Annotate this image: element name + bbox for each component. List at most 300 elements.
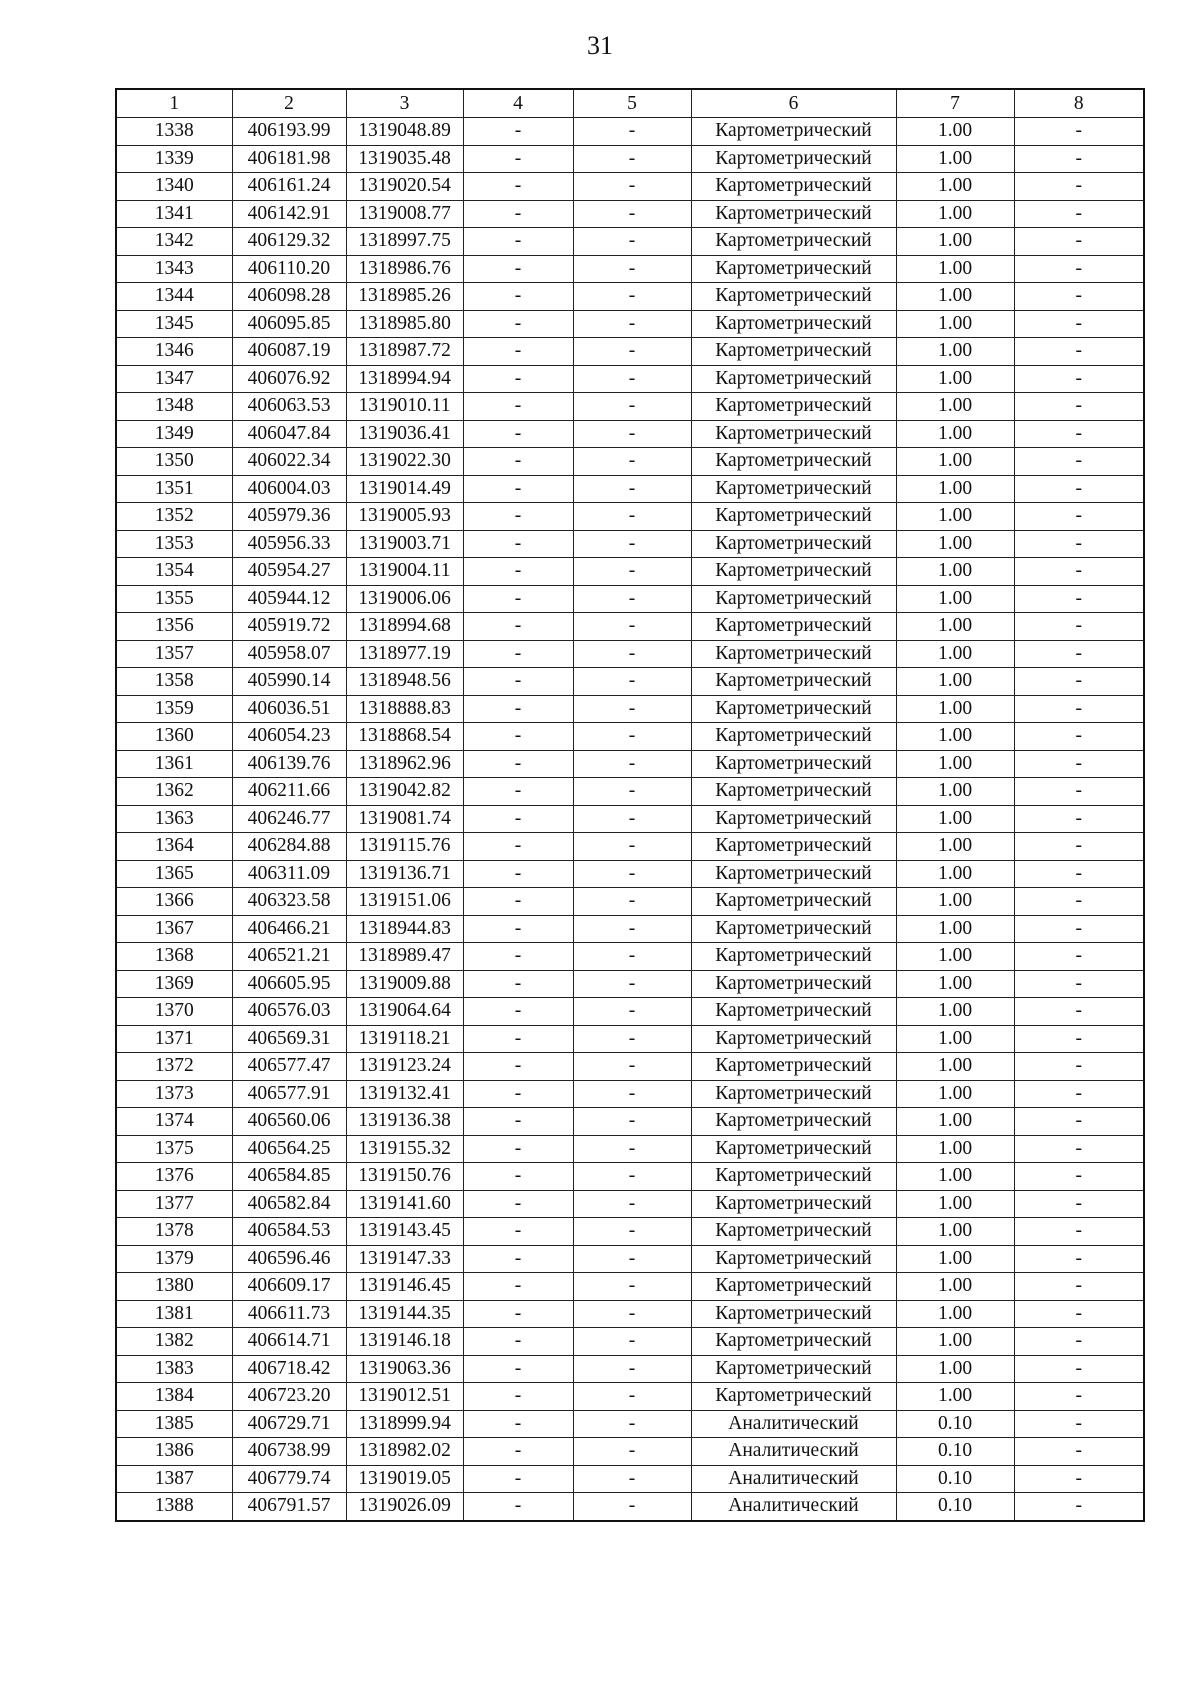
cell-point-number: 1385	[116, 1410, 232, 1438]
table-row	[116, 173, 1144, 201]
cell-col-4: -	[463, 1080, 573, 1108]
cell-method: Картометрический	[691, 1328, 896, 1356]
cell-method: Картометрический	[691, 503, 896, 531]
cell-col-5: -	[573, 503, 691, 531]
table-row	[116, 1493, 1144, 1521]
cell-col-5: -	[573, 118, 691, 146]
cell-point-number: 1379	[116, 1245, 232, 1273]
cell-method: Картометрический	[691, 255, 896, 283]
cell-method: Картометрический	[691, 475, 896, 503]
cell-col-5: -	[573, 1383, 691, 1411]
cell-col-4: -	[463, 1300, 573, 1328]
cell-x-coordinate: 406181.98	[232, 145, 346, 173]
cell-point-number: 1339	[116, 145, 232, 173]
cell-col-8: -	[1014, 1355, 1144, 1383]
cell-col-4: -	[463, 448, 573, 476]
cell-point-number: 1369	[116, 970, 232, 998]
cell-col-8: -	[1014, 475, 1144, 503]
cell-col-5: -	[573, 1135, 691, 1163]
cell-col-8: -	[1014, 860, 1144, 888]
table-row	[116, 613, 1144, 641]
cell-col-8: -	[1014, 1493, 1144, 1521]
cell-col-4: -	[463, 1465, 573, 1493]
cell-method: Картометрический	[691, 1218, 896, 1246]
cell-col-4: -	[463, 558, 573, 586]
cell-col-8: -	[1014, 118, 1144, 146]
cell-x-coordinate: 406054.23	[232, 723, 346, 751]
table-row	[116, 228, 1144, 256]
cell-col-4: -	[463, 1218, 573, 1246]
cell-method: Картометрический	[691, 1190, 896, 1218]
cell-x-coordinate: 406584.85	[232, 1163, 346, 1191]
cell-x-coordinate: 406605.95	[232, 970, 346, 998]
cell-x-coordinate: 406560.06	[232, 1108, 346, 1136]
cell-method: Аналитический	[691, 1438, 896, 1466]
cell-accuracy: 1.00	[896, 1053, 1014, 1081]
cell-x-coordinate: 406718.42	[232, 1355, 346, 1383]
table-row	[116, 118, 1144, 146]
cell-point-number: 1362	[116, 778, 232, 806]
cell-point-number: 1365	[116, 860, 232, 888]
cell-y-coordinate: 1319081.74	[346, 805, 463, 833]
cell-method: Картометрический	[691, 1163, 896, 1191]
cell-accuracy: 1.00	[896, 420, 1014, 448]
cell-point-number: 1340	[116, 173, 232, 201]
table-header-row	[116, 89, 1144, 118]
cell-point-number: 1377	[116, 1190, 232, 1218]
cell-col-8: -	[1014, 805, 1144, 833]
cell-col-8: -	[1014, 1108, 1144, 1136]
cell-col-8: -	[1014, 200, 1144, 228]
cell-col-4: -	[463, 668, 573, 696]
cell-x-coordinate: 406576.03	[232, 998, 346, 1026]
cell-point-number: 1364	[116, 833, 232, 861]
cell-y-coordinate: 1319143.45	[346, 1218, 463, 1246]
cell-col-8: -	[1014, 668, 1144, 696]
cell-method: Картометрический	[691, 1245, 896, 1273]
cell-y-coordinate: 1319150.76	[346, 1163, 463, 1191]
cell-y-coordinate: 1319132.41	[346, 1080, 463, 1108]
cell-y-coordinate: 1318948.56	[346, 668, 463, 696]
cell-x-coordinate: 405944.12	[232, 585, 346, 613]
table-row	[116, 200, 1144, 228]
cell-x-coordinate: 405990.14	[232, 668, 346, 696]
cell-x-coordinate: 406110.20	[232, 255, 346, 283]
cell-col-8: -	[1014, 1245, 1144, 1273]
cell-col-5: -	[573, 613, 691, 641]
cell-col-4: -	[463, 805, 573, 833]
cell-col-4: -	[463, 778, 573, 806]
cell-point-number: 1359	[116, 695, 232, 723]
cell-point-number: 1376	[116, 1163, 232, 1191]
cell-method: Картометрический	[691, 365, 896, 393]
table-row	[116, 1383, 1144, 1411]
cell-x-coordinate: 406791.57	[232, 1493, 346, 1521]
cell-col-4: -	[463, 173, 573, 201]
table-row	[116, 585, 1144, 613]
cell-point-number: 1384	[116, 1383, 232, 1411]
cell-accuracy: 1.00	[896, 1328, 1014, 1356]
cell-col-4: -	[463, 585, 573, 613]
cell-col-4: -	[463, 1163, 573, 1191]
cell-y-coordinate: 1318977.19	[346, 640, 463, 668]
cell-method: Картометрический	[691, 1108, 896, 1136]
cell-col-4: -	[463, 1053, 573, 1081]
cell-col-8: -	[1014, 365, 1144, 393]
column-header-3: 3	[346, 89, 463, 118]
table-row	[116, 503, 1144, 531]
cell-accuracy: 1.00	[896, 613, 1014, 641]
cell-y-coordinate: 1318982.02	[346, 1438, 463, 1466]
cell-x-coordinate: 406246.77	[232, 805, 346, 833]
cell-method: Картометрический	[691, 1383, 896, 1411]
cell-col-8: -	[1014, 338, 1144, 366]
cell-accuracy: 1.00	[896, 365, 1014, 393]
table-row	[116, 1245, 1144, 1273]
cell-col-8: -	[1014, 970, 1144, 998]
cell-x-coordinate: 406284.88	[232, 833, 346, 861]
cell-col-5: -	[573, 1493, 691, 1521]
cell-point-number: 1353	[116, 530, 232, 558]
cell-col-8: -	[1014, 1328, 1144, 1356]
cell-col-8: -	[1014, 420, 1144, 448]
cell-col-4: -	[463, 970, 573, 998]
table-row	[116, 283, 1144, 311]
cell-col-5: -	[573, 640, 691, 668]
cell-method: Картометрический	[691, 1300, 896, 1328]
cell-col-5: -	[573, 1025, 691, 1053]
cell-col-8: -	[1014, 833, 1144, 861]
cell-accuracy: 1.00	[896, 915, 1014, 943]
cell-x-coordinate: 406211.66	[232, 778, 346, 806]
cell-col-8: -	[1014, 613, 1144, 641]
cell-y-coordinate: 1319136.71	[346, 860, 463, 888]
cell-method: Картометрический	[691, 118, 896, 146]
cell-point-number: 1344	[116, 283, 232, 311]
cell-y-coordinate: 1318987.72	[346, 338, 463, 366]
table-row	[116, 1108, 1144, 1136]
cell-method: Картометрический	[691, 585, 896, 613]
table-row	[116, 1410, 1144, 1438]
table-row	[116, 970, 1144, 998]
cell-accuracy: 1.00	[896, 255, 1014, 283]
cell-point-number: 1382	[116, 1328, 232, 1356]
column-header-5: 5	[573, 89, 691, 118]
table-row	[116, 860, 1144, 888]
cell-col-5: -	[573, 915, 691, 943]
cell-accuracy: 1.00	[896, 200, 1014, 228]
cell-col-5: -	[573, 365, 691, 393]
table-row	[116, 1053, 1144, 1081]
cell-col-8: -	[1014, 943, 1144, 971]
table-row	[116, 530, 1144, 558]
table-row	[116, 420, 1144, 448]
cell-col-4: -	[463, 1245, 573, 1273]
cell-col-5: -	[573, 860, 691, 888]
table-row	[116, 1300, 1144, 1328]
cell-accuracy: 1.00	[896, 1163, 1014, 1191]
table-row	[116, 1080, 1144, 1108]
cell-y-coordinate: 1319064.64	[346, 998, 463, 1026]
cell-col-5: -	[573, 1163, 691, 1191]
cell-col-8: -	[1014, 503, 1144, 531]
table-row	[116, 448, 1144, 476]
cell-y-coordinate: 1319004.11	[346, 558, 463, 586]
cell-accuracy: 1.00	[896, 145, 1014, 173]
cell-y-coordinate: 1319155.32	[346, 1135, 463, 1163]
cell-col-4: -	[463, 420, 573, 448]
cell-x-coordinate: 406609.17	[232, 1273, 346, 1301]
cell-col-5: -	[573, 1273, 691, 1301]
cell-accuracy: 1.00	[896, 668, 1014, 696]
cell-y-coordinate: 1319036.41	[346, 420, 463, 448]
cell-accuracy: 1.00	[896, 1383, 1014, 1411]
cell-accuracy: 1.00	[896, 558, 1014, 586]
cell-method: Картометрический	[691, 1273, 896, 1301]
cell-method: Картометрический	[691, 833, 896, 861]
cell-x-coordinate: 406129.32	[232, 228, 346, 256]
cell-col-5: -	[573, 833, 691, 861]
cell-col-8: -	[1014, 1438, 1144, 1466]
cell-point-number: 1345	[116, 310, 232, 338]
cell-col-5: -	[573, 1108, 691, 1136]
cell-x-coordinate: 406611.73	[232, 1300, 346, 1328]
cell-x-coordinate: 405919.72	[232, 613, 346, 641]
cell-x-coordinate: 406577.91	[232, 1080, 346, 1108]
cell-x-coordinate: 405979.36	[232, 503, 346, 531]
cell-accuracy: 1.00	[896, 173, 1014, 201]
cell-col-8: -	[1014, 888, 1144, 916]
cell-x-coordinate: 406142.91	[232, 200, 346, 228]
cell-col-5: -	[573, 1355, 691, 1383]
cell-x-coordinate: 406087.19	[232, 338, 346, 366]
cell-col-5: -	[573, 1218, 691, 1246]
cell-col-8: -	[1014, 778, 1144, 806]
cell-accuracy: 1.00	[896, 585, 1014, 613]
cell-method: Картометрический	[691, 1025, 896, 1053]
cell-method: Картометрический	[691, 915, 896, 943]
cell-point-number: 1381	[116, 1300, 232, 1328]
cell-x-coordinate: 406779.74	[232, 1465, 346, 1493]
cell-col-5: -	[573, 420, 691, 448]
cell-col-8: -	[1014, 1465, 1144, 1493]
cell-col-5: -	[573, 283, 691, 311]
cell-col-5: -	[573, 1245, 691, 1273]
cell-col-4: -	[463, 943, 573, 971]
cell-col-5: -	[573, 310, 691, 338]
table-row	[116, 888, 1144, 916]
column-header-2: 2	[232, 89, 346, 118]
cell-point-number: 1367	[116, 915, 232, 943]
cell-col-5: -	[573, 1053, 691, 1081]
cell-col-5: -	[573, 255, 691, 283]
cell-col-5: -	[573, 393, 691, 421]
cell-accuracy: 1.00	[896, 1300, 1014, 1328]
cell-point-number: 1348	[116, 393, 232, 421]
cell-col-4: -	[463, 695, 573, 723]
cell-col-8: -	[1014, 1163, 1144, 1191]
cell-col-4: -	[463, 750, 573, 778]
cell-method: Картометрический	[691, 283, 896, 311]
cell-accuracy: 1.00	[896, 1080, 1014, 1108]
cell-accuracy: 1.00	[896, 530, 1014, 558]
cell-x-coordinate: 406063.53	[232, 393, 346, 421]
cell-x-coordinate: 406193.99	[232, 118, 346, 146]
cell-col-5: -	[573, 558, 691, 586]
cell-y-coordinate: 1319048.89	[346, 118, 463, 146]
cell-x-coordinate: 406577.47	[232, 1053, 346, 1081]
cell-col-4: -	[463, 145, 573, 173]
table-row	[116, 1328, 1144, 1356]
cell-col-8: -	[1014, 1135, 1144, 1163]
table-row	[116, 338, 1144, 366]
cell-accuracy: 1.00	[896, 778, 1014, 806]
cell-y-coordinate: 1319042.82	[346, 778, 463, 806]
cell-col-5: -	[573, 1300, 691, 1328]
cell-accuracy: 1.00	[896, 1245, 1014, 1273]
cell-col-5: -	[573, 970, 691, 998]
cell-x-coordinate: 406723.20	[232, 1383, 346, 1411]
table-row	[116, 805, 1144, 833]
cell-accuracy: 0.10	[896, 1438, 1014, 1466]
table-row	[116, 1218, 1144, 1246]
cell-point-number: 1355	[116, 585, 232, 613]
cell-point-number: 1371	[116, 1025, 232, 1053]
table-row	[116, 668, 1144, 696]
cell-col-4: -	[463, 365, 573, 393]
cell-col-4: -	[463, 393, 573, 421]
cell-col-4: -	[463, 1328, 573, 1356]
cell-y-coordinate: 1319008.77	[346, 200, 463, 228]
cell-point-number: 1341	[116, 200, 232, 228]
cell-y-coordinate: 1319118.21	[346, 1025, 463, 1053]
cell-col-8: -	[1014, 585, 1144, 613]
cell-point-number: 1378	[116, 1218, 232, 1246]
cell-col-5: -	[573, 1438, 691, 1466]
cell-x-coordinate: 405958.07	[232, 640, 346, 668]
cell-point-number: 1366	[116, 888, 232, 916]
cell-col-4: -	[463, 613, 573, 641]
cell-accuracy: 1.00	[896, 393, 1014, 421]
cell-col-4: -	[463, 503, 573, 531]
cell-point-number: 1351	[116, 475, 232, 503]
cell-col-8: -	[1014, 1273, 1144, 1301]
page-number: 31	[587, 31, 613, 60]
table-row	[116, 1355, 1144, 1383]
cell-col-4: -	[463, 1135, 573, 1163]
cell-y-coordinate: 1318985.26	[346, 283, 463, 311]
cell-col-8: -	[1014, 448, 1144, 476]
cell-point-number: 1358	[116, 668, 232, 696]
cell-accuracy: 0.10	[896, 1493, 1014, 1521]
cell-y-coordinate: 1319010.11	[346, 393, 463, 421]
cell-method: Картометрический	[691, 1053, 896, 1081]
cell-accuracy: 1.00	[896, 1108, 1014, 1136]
cell-accuracy: 1.00	[896, 118, 1014, 146]
cell-point-number: 1368	[116, 943, 232, 971]
cell-x-coordinate: 406582.84	[232, 1190, 346, 1218]
cell-point-number: 1354	[116, 558, 232, 586]
cell-col-4: -	[463, 915, 573, 943]
table-row	[116, 393, 1144, 421]
cell-col-4: -	[463, 228, 573, 256]
cell-col-5: -	[573, 805, 691, 833]
cell-y-coordinate: 1319144.35	[346, 1300, 463, 1328]
cell-x-coordinate: 406139.76	[232, 750, 346, 778]
table-row	[116, 1273, 1144, 1301]
cell-col-5: -	[573, 475, 691, 503]
cell-col-5: -	[573, 723, 691, 751]
cell-point-number: 1342	[116, 228, 232, 256]
table-row	[116, 750, 1144, 778]
cell-accuracy: 1.00	[896, 750, 1014, 778]
cell-point-number: 1356	[116, 613, 232, 641]
cell-col-4: -	[463, 530, 573, 558]
cell-x-coordinate: 406569.31	[232, 1025, 346, 1053]
cell-method: Картометрический	[691, 860, 896, 888]
cell-point-number: 1374	[116, 1108, 232, 1136]
table-row	[116, 1190, 1144, 1218]
cell-point-number: 1350	[116, 448, 232, 476]
cell-point-number: 1352	[116, 503, 232, 531]
cell-accuracy: 1.00	[896, 888, 1014, 916]
cell-col-4: -	[463, 200, 573, 228]
cell-method: Картометрический	[691, 970, 896, 998]
cell-y-coordinate: 1318962.96	[346, 750, 463, 778]
table-row	[116, 365, 1144, 393]
table-row	[116, 833, 1144, 861]
cell-y-coordinate: 1319136.38	[346, 1108, 463, 1136]
cell-y-coordinate: 1319115.76	[346, 833, 463, 861]
cell-method: Картометрический	[691, 530, 896, 558]
cell-point-number: 1343	[116, 255, 232, 283]
cell-col-8: -	[1014, 1080, 1144, 1108]
cell-col-5: -	[573, 695, 691, 723]
cell-point-number: 1347	[116, 365, 232, 393]
cell-col-8: -	[1014, 1218, 1144, 1246]
cell-col-5: -	[573, 1465, 691, 1493]
cell-col-8: -	[1014, 640, 1144, 668]
cell-accuracy: 1.00	[896, 805, 1014, 833]
cell-x-coordinate: 406729.71	[232, 1410, 346, 1438]
cell-y-coordinate: 1319063.36	[346, 1355, 463, 1383]
cell-accuracy: 1.00	[896, 283, 1014, 311]
cell-point-number: 1383	[116, 1355, 232, 1383]
cell-accuracy: 1.00	[896, 310, 1014, 338]
cell-method: Картометрический	[691, 420, 896, 448]
cell-x-coordinate: 406022.34	[232, 448, 346, 476]
coordinates-table	[115, 88, 1145, 1522]
cell-col-4: -	[463, 1190, 573, 1218]
table-row	[116, 1025, 1144, 1053]
cell-col-8: -	[1014, 723, 1144, 751]
cell-method: Аналитический	[691, 1493, 896, 1521]
table-row	[116, 1135, 1144, 1163]
cell-col-5: -	[573, 888, 691, 916]
cell-x-coordinate: 406161.24	[232, 173, 346, 201]
cell-col-4: -	[463, 640, 573, 668]
cell-point-number: 1361	[116, 750, 232, 778]
cell-accuracy: 1.00	[896, 1190, 1014, 1218]
table-row	[116, 998, 1144, 1026]
cell-method: Картометрический	[691, 393, 896, 421]
cell-method: Картометрический	[691, 228, 896, 256]
table-row	[116, 943, 1144, 971]
cell-col-8: -	[1014, 393, 1144, 421]
cell-point-number: 1372	[116, 1053, 232, 1081]
table-row	[116, 695, 1144, 723]
cell-y-coordinate: 1318994.68	[346, 613, 463, 641]
